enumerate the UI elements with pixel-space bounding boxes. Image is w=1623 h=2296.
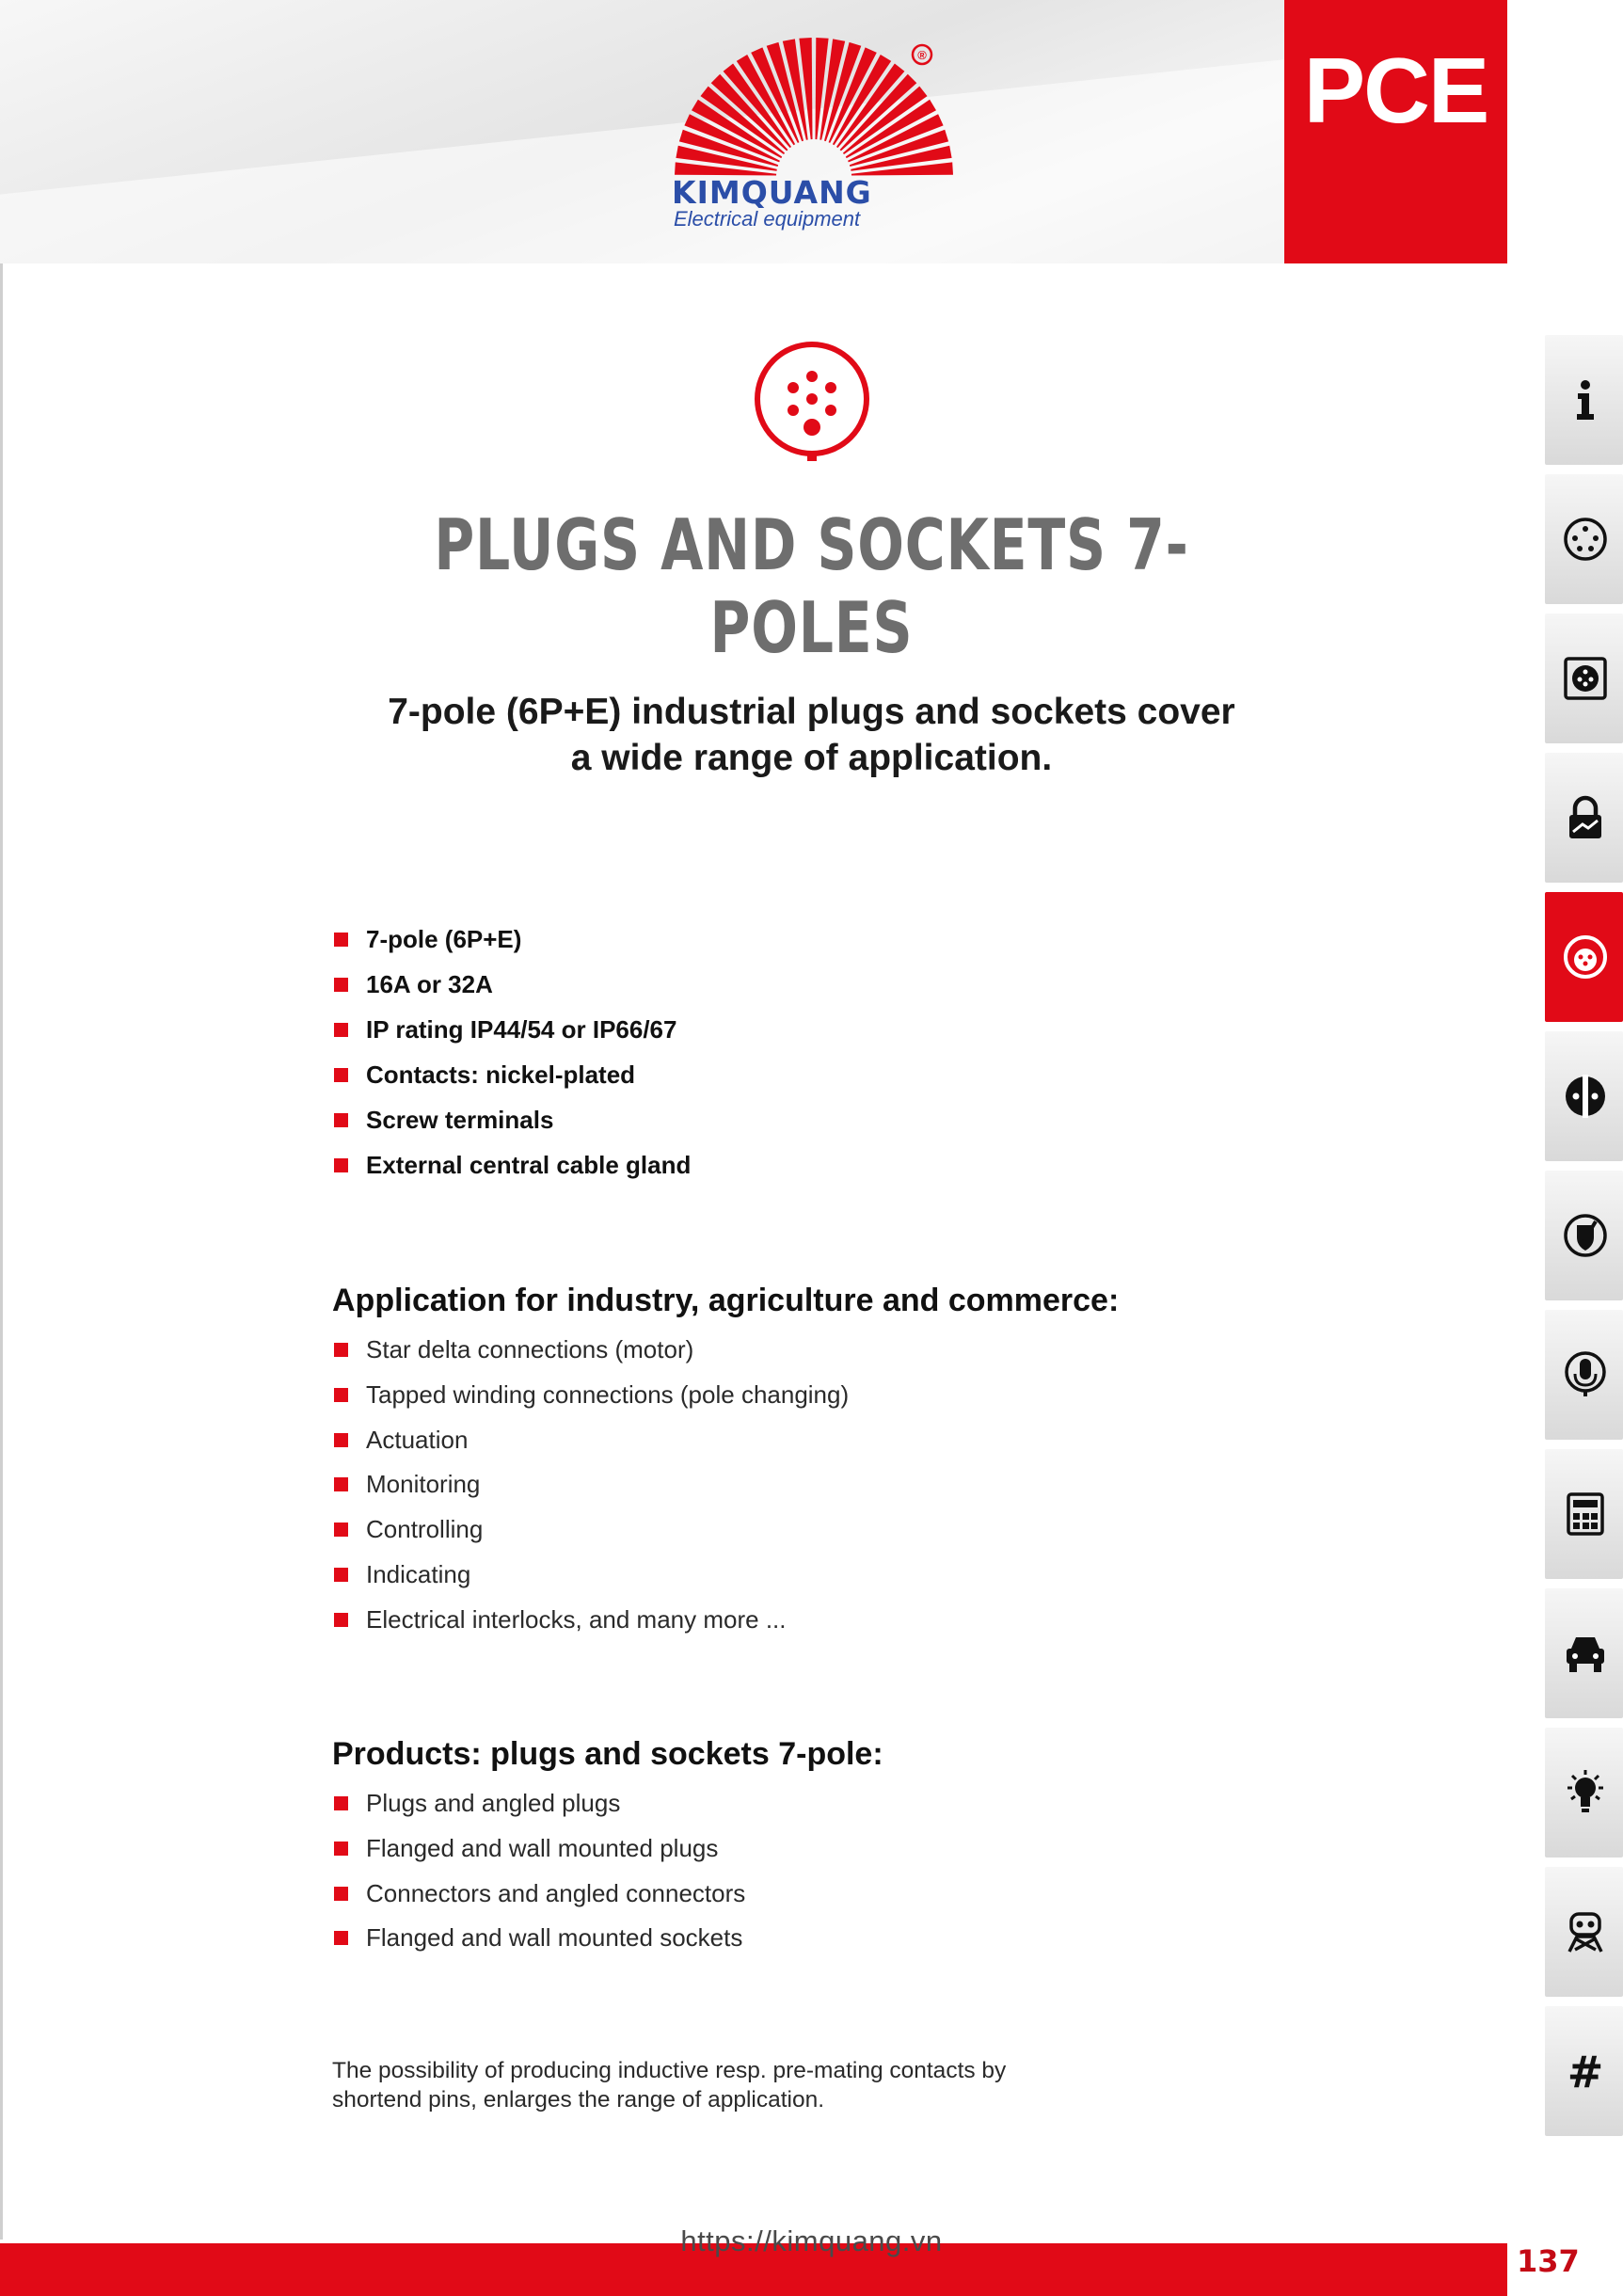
bullet-square-icon: [334, 1887, 348, 1901]
list-item: [334, 1602, 849, 1648]
bullet-square-icon: [334, 1158, 348, 1172]
brand-label: PCE: [1303, 39, 1488, 142]
subtitle-line-2: a wide range of application.: [570, 738, 1053, 778]
list-item: [334, 1921, 745, 1966]
list-item: [334, 1786, 745, 1831]
product-text: Flanged and wall mounted sockets: [366, 1923, 743, 1953]
bullet-square-icon: [334, 1477, 348, 1491]
index-hash-icon: [1562, 2048, 1609, 2095]
tab-vehicle[interactable]: [1545, 1588, 1623, 1718]
microphone-icon: [1562, 1351, 1609, 1398]
application-note: [332, 2056, 1141, 2114]
info-icon: [1562, 376, 1609, 423]
bullet-square-icon: [334, 1068, 348, 1082]
list-item: [334, 922, 691, 967]
list-item: [334, 1058, 691, 1103]
tab-info[interactable]: [1545, 335, 1623, 465]
list-item: [334, 967, 691, 1012]
bullet-square-icon: [334, 1796, 348, 1810]
tab-plugs-7pole[interactable]: [1545, 892, 1623, 1022]
feature-text: IP rating IP44/54 or IP66/67: [366, 1015, 677, 1044]
products-list: [334, 1786, 745, 1966]
products-heading: Products: plugs and sockets 7-pole:: [332, 1736, 883, 1772]
socket-7pole-icon: [1562, 933, 1609, 981]
tab-automation[interactable]: [1545, 1867, 1623, 1997]
feature-text: Contacts: nickel-plated: [366, 1060, 636, 1089]
bullet-square-icon: [334, 1613, 348, 1627]
bullet-square-icon: [334, 1113, 348, 1127]
tab-index[interactable]: [1545, 2006, 1623, 2136]
application-text: Monitoring: [366, 1470, 481, 1499]
section-tabs: [1545, 335, 1623, 2145]
application-text: Controlling: [366, 1515, 484, 1544]
panel-socket-icon: [1562, 655, 1609, 702]
bullet-square-icon: [334, 1343, 348, 1357]
vehicle-icon: [1562, 1630, 1609, 1677]
product-text: Connectors and angled connectors: [366, 1878, 746, 1907]
tab-schuko[interactable]: [1545, 1031, 1623, 1161]
bullet-square-icon: [334, 1842, 348, 1856]
feature-text: Screw terminals: [366, 1106, 554, 1134]
product-text: Flanged and wall mounted plugs: [366, 1833, 719, 1862]
tab-interlocked-sockets[interactable]: [1545, 753, 1623, 883]
schuko-icon: [1562, 1073, 1609, 1120]
bullet-square-icon: [334, 1433, 348, 1447]
list-item: [334, 1103, 691, 1148]
list-item: [334, 1512, 849, 1557]
registered-mark: ®: [917, 48, 927, 62]
note-line-1: The possibility of producing inductive resp. pre-mating contacts by: [332, 2058, 1007, 2083]
feature-text: 7-pole (6P+E): [366, 925, 522, 953]
bullet-square-icon: [334, 933, 348, 947]
note-line-2: shortend pins, enlarges the range of application.: [332, 2087, 825, 2113]
bullet-square-icon: [334, 1388, 348, 1402]
application-text: Indicating: [366, 1559, 471, 1588]
socket-7pole-icon: [751, 341, 873, 468]
lock-icon: [1562, 794, 1609, 841]
bullet-square-icon: [334, 1931, 348, 1945]
tab-panel-sockets[interactable]: [1545, 614, 1623, 743]
tab-lighting[interactable]: [1545, 1728, 1623, 1858]
list-item: [334, 1012, 691, 1058]
list-item: [334, 1876, 745, 1921]
application-text: Star delta connections (motor): [366, 1335, 694, 1363]
list-item: [334, 1378, 849, 1423]
tab-distribution-boards[interactable]: [1545, 1449, 1623, 1579]
application-text: Tapped winding connections (pole changing): [366, 1379, 850, 1409]
application-list: [334, 1332, 849, 1648]
subtitle-line-1: 7-pole (6P+E) industrial plugs and sockets cover: [388, 692, 1235, 732]
page-title: PLUGS AND SOCKETS 7-POLES: [434, 503, 1189, 669]
robot-icon: [1562, 1908, 1609, 1955]
feature-text: External central cable gland: [366, 1151, 692, 1179]
list-item: [334, 1423, 849, 1468]
index-hash-label: #: [1567, 2048, 1604, 2095]
shield-plug-icon: [1562, 1212, 1609, 1259]
logo-name: KIMQUANG: [672, 174, 872, 211]
list-item: [334, 1467, 849, 1512]
list-item: [334, 1332, 849, 1378]
page-edge: [0, 263, 3, 2240]
list-item: [334, 1557, 849, 1602]
light-bulb-icon: [1562, 1769, 1609, 1816]
list-item: [334, 1831, 745, 1876]
page-subtitle: [310, 689, 1313, 781]
tab-plugs-5pole[interactable]: [1545, 474, 1623, 604]
brand-box: [1284, 0, 1507, 263]
bullet-square-icon: [334, 1523, 348, 1537]
socket-5pole-icon: [1562, 516, 1609, 563]
footer-url[interactable]: https://kimquang.vn: [680, 2224, 943, 2257]
bullet-square-icon: [334, 1568, 348, 1582]
tab-audio[interactable]: [1545, 1310, 1623, 1440]
distribution-board-icon: [1562, 1491, 1609, 1538]
application-text: Electrical interlocks, and many more ...: [366, 1604, 787, 1634]
list-item: [334, 1148, 691, 1193]
logo-tagline: Electrical equipment: [674, 207, 861, 231]
tab-protected-plugs[interactable]: [1545, 1171, 1623, 1300]
feature-text: 16A or 32A: [366, 970, 493, 998]
page-number: 137: [1517, 2243, 1580, 2279]
application-text: Actuation: [366, 1425, 469, 1454]
feature-list: [334, 922, 691, 1193]
application-heading: Application for industry, agriculture and commerce:: [332, 1283, 1120, 1318]
bullet-square-icon: [334, 1023, 348, 1037]
product-text: Plugs and angled plugs: [366, 1789, 621, 1817]
bullet-square-icon: [334, 978, 348, 992]
